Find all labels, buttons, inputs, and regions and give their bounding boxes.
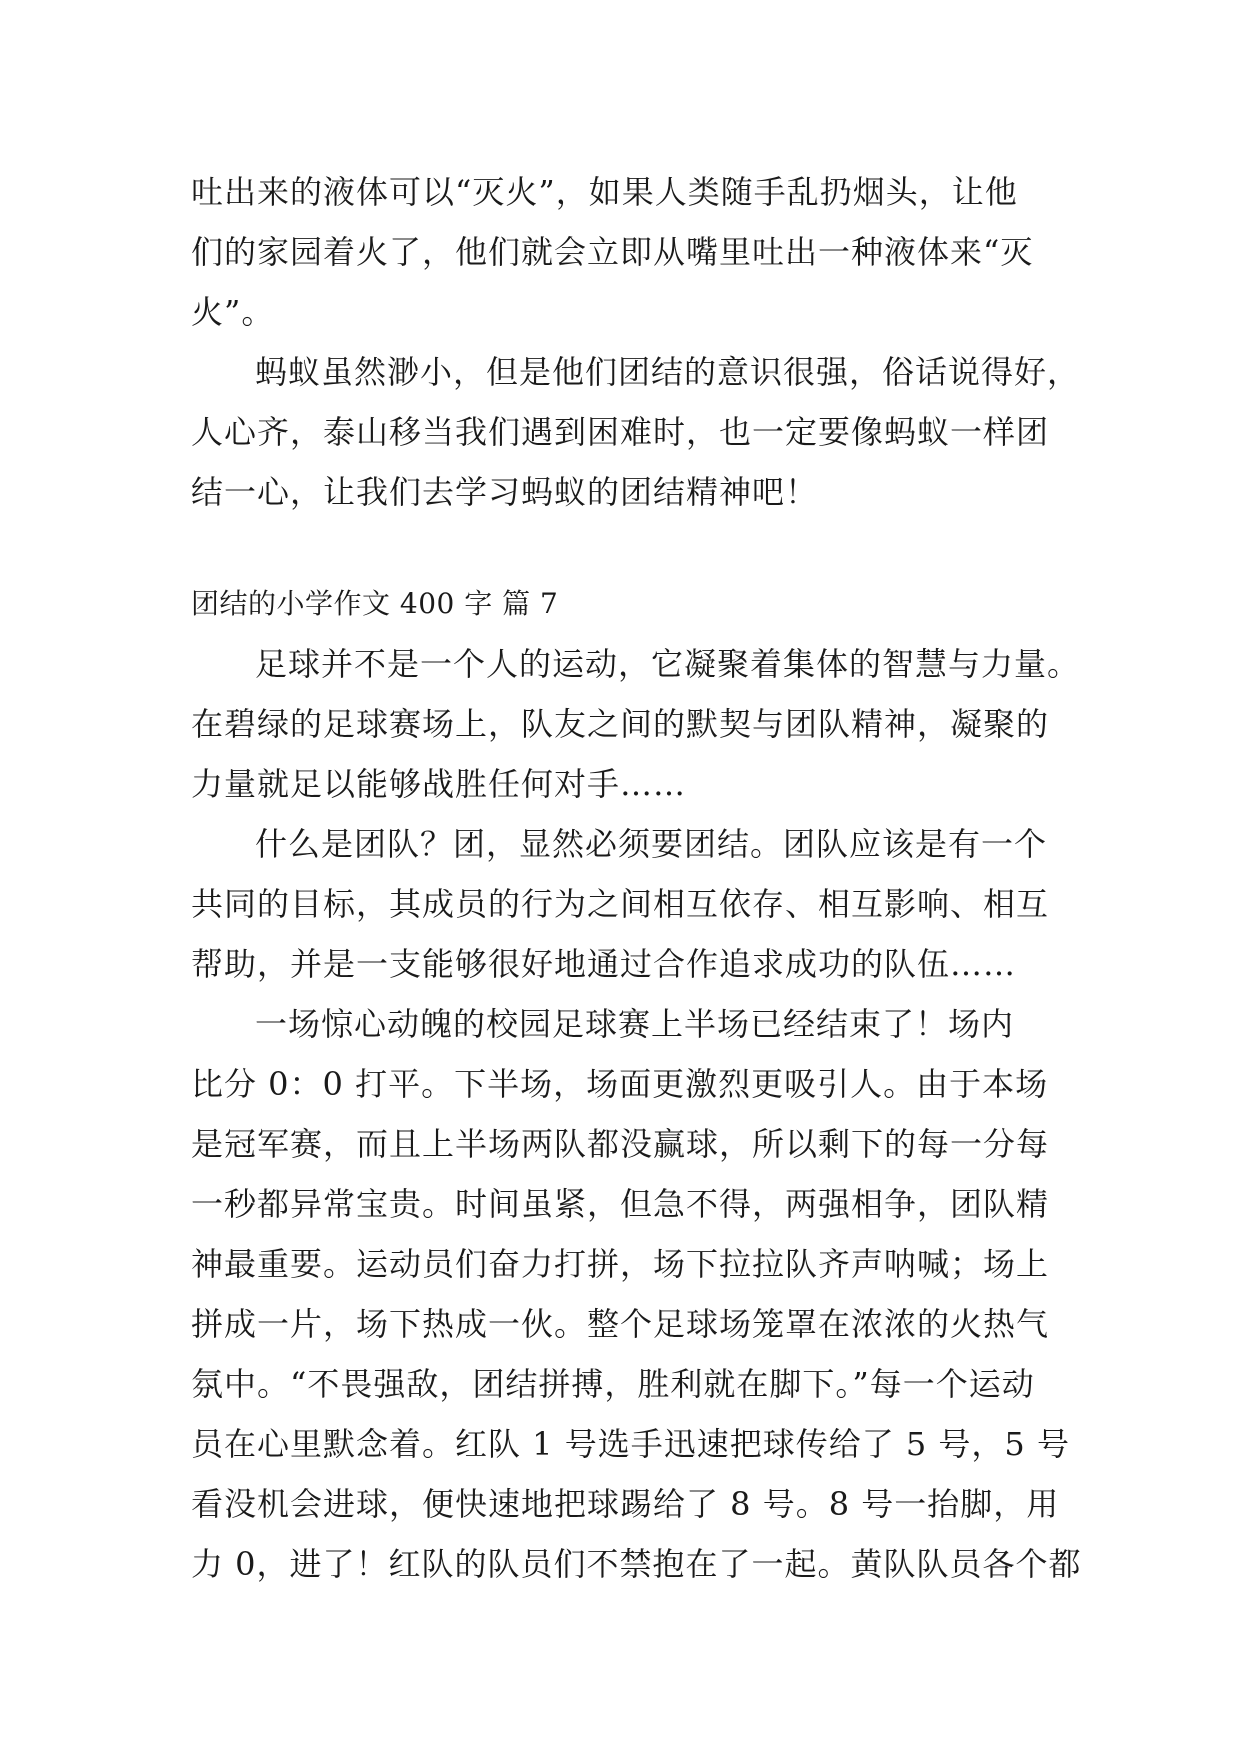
text-line: 足球并不是一个人的运动，它凝聚着集体的智慧与力量。 — [255, 645, 1081, 683]
text-line: 人心齐，泰山移当我们遇到困难时，也一定要像蚂蚁一样团 — [191, 413, 1050, 451]
paragraph-what-is-team — [191, 814, 1051, 994]
text-line: 吐出来的液体可以“灭火”，如果人类随手乱扔烟头，让他 — [191, 173, 1018, 211]
text-line: 力 0，进了！红队的队员们不禁抱在了一起。黄队队员各个都 — [191, 1545, 1082, 1583]
text-line: 神最重要。运动员们奋力打拼，场下拉拉队齐声呐喊；场上 — [191, 1245, 1050, 1283]
text-line: 员在心里默念着。红队 1 号选手迅速把球传给了 5 号，5 号 — [191, 1425, 1070, 1463]
text-line: 看没机会进球，便快速地把球踢给了 8 号。8 号一抬脚，用 — [191, 1485, 1060, 1523]
text-line: 结一心，让我们去学习蚂蚁的团结精神吧！ — [191, 473, 819, 511]
paragraph-fire-liquid — [191, 162, 1051, 342]
section-heading: 团结的小学作文 400 字 篇 7 — [191, 587, 559, 620]
section-gap — [191, 522, 1051, 574]
text-line: 们的家园着火了，他们就会立即从嘴里吐出一种液体来“灭 — [191, 233, 1034, 271]
text-line: 是冠军赛，而且上半场两队都没赢球，所以剩下的每一分每 — [191, 1125, 1050, 1163]
text-line: 氛中。“不畏强敌，团结拼搏，胜利就在脚下。”每一个运动 — [191, 1365, 1035, 1403]
paragraph-football-intro — [191, 634, 1081, 814]
text-line: 帮助，并是一支能够很好地通过合作追求成功的队伍…… — [191, 945, 1017, 983]
text-line: 一秒都异常宝贵。时间虽紧，但急不得，两强相争，团队精 — [191, 1185, 1050, 1223]
text-line: 拼成一片，场下热成一伙。整个足球场笼罩在浓浓的火热气 — [191, 1305, 1050, 1343]
paragraph-match-story — [191, 994, 1082, 1594]
text-line: 什么是团队？团，显然必须要团结。团队应该是有一个 — [255, 825, 1048, 863]
paragraph-ant-unity — [191, 342, 1081, 522]
text-line: 在碧绿的足球赛场上，队友之间的默契与团队精神，凝聚的 — [191, 705, 1050, 743]
text-line: 火”。 — [191, 293, 275, 331]
text-line: 一场惊心动魄的校园足球赛上半场已经结束了！场内 — [255, 1005, 1015, 1043]
text-line: 比分 0：0 打平。下半场，场面更激烈更吸引人。由于本场 — [191, 1065, 1049, 1103]
text-line: 力量就足以能够战胜任何对手…… — [191, 765, 687, 803]
document-body — [191, 162, 1082, 1594]
text-line: 蚂蚁虽然渺小，但是他们团结的意识很强，俗话说得好， — [255, 353, 1081, 391]
text-line: 共同的目标，其成员的行为之间相互依存、相互影响、相互 — [191, 885, 1050, 923]
